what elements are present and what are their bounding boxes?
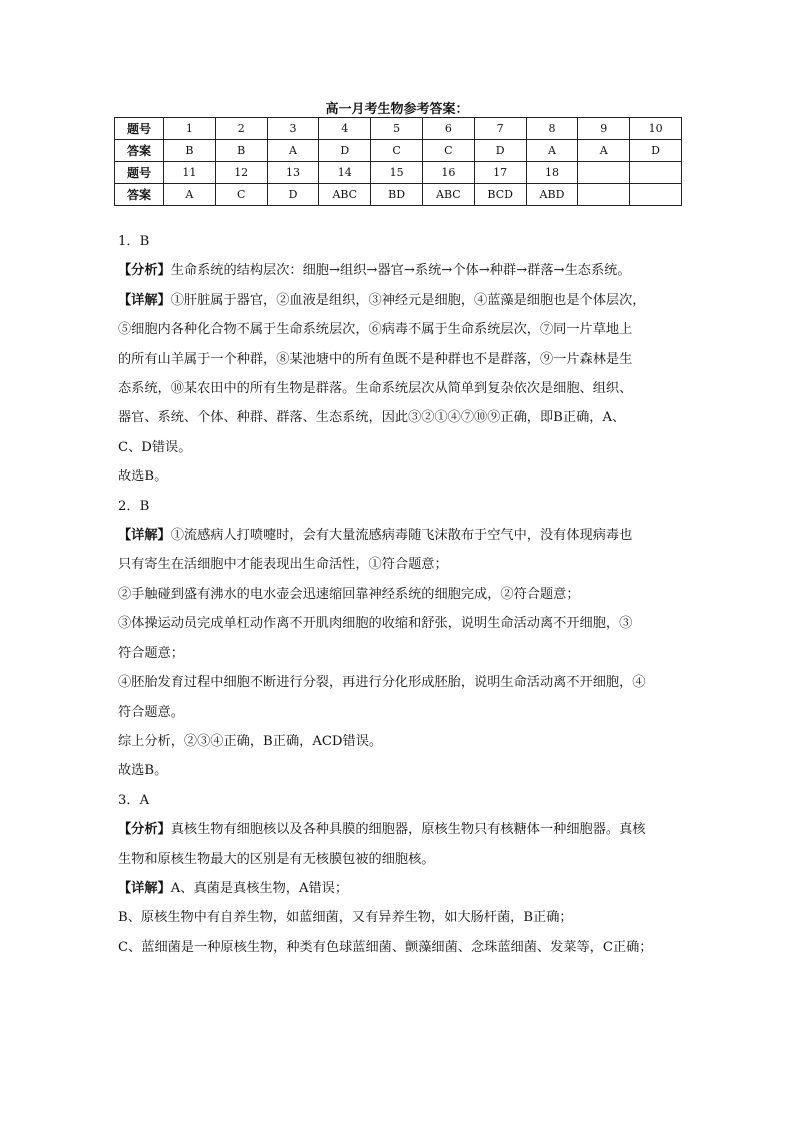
table-cell: BD <box>371 184 423 206</box>
text-line <box>118 227 684 256</box>
section-tag: 【详解】 <box>118 292 171 308</box>
table-cell: 10 <box>630 118 682 140</box>
text-line <box>118 492 684 521</box>
table-cell: 18 <box>526 162 578 184</box>
table-cell: 11 <box>164 162 216 184</box>
table-cell: A <box>164 184 216 206</box>
table-cell: 1 <box>164 118 216 140</box>
line-text: 符合题意； <box>118 645 184 661</box>
line-text: 态系统，⑩某农田中的所有生物是群落。生命系统层次从简单到复杂依次是细胞、组织、 <box>118 381 633 397</box>
line-text: 故选B。 <box>118 763 168 779</box>
table-cell: ABC <box>422 184 474 206</box>
line-text: 生命系统的结构层次：细胞→组织→器官→系统→个体→种群→群落→生态系统。 <box>170 263 631 279</box>
text-line <box>118 815 684 844</box>
text-line <box>118 286 684 315</box>
table-cell: D <box>630 140 682 162</box>
line-text: 1．B <box>118 234 150 249</box>
table-cell: A <box>578 140 630 162</box>
text-line <box>118 462 684 491</box>
line-text: 符合题意。 <box>118 704 184 720</box>
text-line <box>118 668 684 697</box>
text-line <box>118 727 684 756</box>
line-text: 的所有山羊属于一个种群，⑧某池塘中的所有鱼既不是种群也不是群落，⑨一片森林是生 <box>118 351 633 367</box>
table-cell: D <box>474 140 526 162</box>
text-line <box>118 845 684 874</box>
line-text: ①肝脏属于器官，②血液是组织，③神经元是细胞，④蓝藻是细胞也是个体层次， <box>170 292 646 308</box>
answer-table-body <box>115 118 682 206</box>
explanation-content <box>118 227 684 962</box>
table-cell: 5 <box>371 118 423 140</box>
text-line <box>118 580 684 609</box>
line-text: 3．A <box>118 792 150 808</box>
line-text: C、蓝细菌是一种原核生物，种类有色球蓝细菌、颤藻细菌、念珠蓝细菌、发菜等，C正确； <box>118 939 653 955</box>
text-line <box>118 933 684 962</box>
table-cell: C <box>422 140 474 162</box>
line-text: A、真菌是真核生物，A错误； <box>170 880 349 896</box>
table-cell <box>578 184 630 206</box>
table-cell: B <box>215 140 267 162</box>
line-text: C、D错误。 <box>118 439 192 455</box>
table-cell: 3 <box>267 118 319 140</box>
table-row <box>115 118 682 140</box>
table-cell: 15 <box>371 162 423 184</box>
line-text: ①流感病人打喷嚏时，会有大量流感病毒随飞沫散布于空气中，没有体现病毒也 <box>170 528 633 544</box>
text-line <box>118 256 684 285</box>
table-cell: A <box>526 140 578 162</box>
table-cell <box>630 184 682 206</box>
table-cell: 4 <box>319 118 371 140</box>
text-line <box>118 550 684 579</box>
line-text: 真核生物有细胞核以及各种具膜的细胞器，原核生物只有核糖体一种细胞器。真核 <box>170 822 646 838</box>
row-header: 答案 <box>115 184 164 206</box>
table-cell: 2 <box>215 118 267 140</box>
section-tag: 【分析】 <box>118 263 171 279</box>
page-title: 高一月考生物参考答案： <box>325 102 469 117</box>
line-text: ③体操运动员完成单杠动作离不开肌肉细胞的收缩和舒张，说明生命活动离不开细胞，③ <box>118 616 633 632</box>
table-cell: 12 <box>215 162 267 184</box>
table-row <box>115 184 682 206</box>
row-header: 答案 <box>115 140 164 162</box>
text-line <box>118 315 684 344</box>
text-line <box>118 756 684 785</box>
section-tag: 【分析】 <box>118 822 171 838</box>
line-text: B、原核生物中有自养生物，如蓝细菌，又有异养生物，如大肠杆菌，B正确； <box>118 910 573 926</box>
section-tag: 【详解】 <box>118 880 171 896</box>
text-line <box>118 874 684 903</box>
table-cell: 13 <box>267 162 319 184</box>
table-cell: ABD <box>526 184 578 206</box>
table-cell <box>630 162 682 184</box>
section-tag: 【详解】 <box>118 528 171 544</box>
line-text: 综上分析，②③④正确，B正确，ACD错误。 <box>118 733 383 749</box>
table-cell: D <box>267 184 319 206</box>
table-cell: 9 <box>578 118 630 140</box>
text-line <box>118 609 684 638</box>
line-text: ②手触碰到盛有沸水的电水壶会迅速缩回靠神经系统的细胞完成，②符合题意； <box>118 586 580 602</box>
table-cell: 17 <box>474 162 526 184</box>
text-line <box>118 403 684 432</box>
table-cell: 16 <box>422 162 474 184</box>
text-line <box>118 903 684 932</box>
line-text: 2．B <box>118 498 150 514</box>
row-header: 题号 <box>115 118 164 140</box>
table-cell: D <box>319 140 371 162</box>
line-text: ④胚胎发育过程中细胞不断进行分裂，再进行分化形成胚胎，说明生命活动离不开细胞，④ <box>118 675 646 691</box>
text-line <box>118 374 684 403</box>
table-row <box>115 140 682 162</box>
row-header: 题号 <box>115 162 164 184</box>
line-text: 故选B。 <box>118 469 168 485</box>
table-cell: C <box>215 184 267 206</box>
table-cell: 14 <box>319 162 371 184</box>
table-cell: 6 <box>422 118 474 140</box>
table-cell: 7 <box>474 118 526 140</box>
table-cell: 8 <box>526 118 578 140</box>
table-cell: BCD <box>474 184 526 206</box>
text-line <box>118 433 684 462</box>
table-cell: C <box>371 140 423 162</box>
line-text: ⑤细胞内各种化合物不属于生命系统层次，⑥病毒不属于生命系统层次，⑦同一片草地上 <box>118 322 633 338</box>
text-line <box>118 698 684 727</box>
table-cell: ABC <box>319 184 371 206</box>
text-line <box>118 639 684 668</box>
table-cell: A <box>267 140 319 162</box>
text-line <box>118 345 684 374</box>
line-text: 器官、系统、个体、种群、群落、生态系统，因此③②①④⑦⑩⑨正确，即B正确，A、 <box>118 410 626 426</box>
table-row <box>115 162 682 184</box>
line-text: 只有寄生在活细胞中才能表现出生命活性，①符合题意； <box>118 557 448 573</box>
text-line <box>118 786 684 815</box>
line-text: 生物和原核生物最大的区别是有无核膜包被的细胞核。 <box>118 851 435 867</box>
text-line <box>118 521 684 550</box>
table-cell <box>578 162 630 184</box>
answer-table <box>114 117 682 206</box>
table-cell: B <box>164 140 216 162</box>
